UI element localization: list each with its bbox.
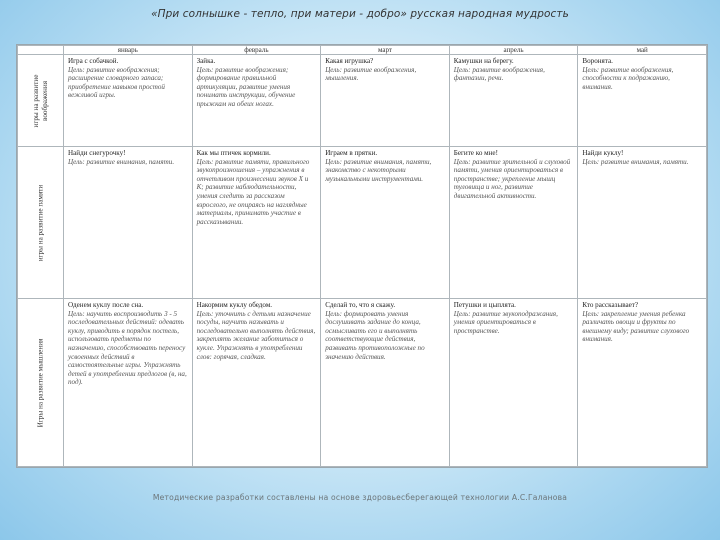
month-header-row [18, 46, 707, 55]
game-cell: Бегите ко мне! Цель: развитие зрительной и слуховой памяти, умения ориентироваться в пространстве; укрепление мышц туловища и ног, развитие двигательной активности. [449, 147, 578, 299]
game-cell: Найди снегурочку! Цель: развитие внимания, памяти. [64, 147, 193, 299]
table-row-memory [18, 147, 707, 299]
month-header-may: май [578, 46, 707, 55]
game-cell: Воронята. Цель: развитие воображения, способности к подражанию, внимания. [578, 55, 707, 147]
game-cell: Игра с собачкой. Цель: развитие воображения; расширение словарного запаса; приобретение навыков простой вежливой игры. [64, 55, 193, 147]
game-cell: Как мы птичек кормили. Цель: развитие памяти, правильного звукопроизношения – упражнения в отчетливом произнесении звуков Х и К; развитие наблюдательности, умения следить за рассказом взрослого, не опираясь на наглядные материалы, принимать участие в рассказывании. [192, 147, 321, 299]
game-cell: Кто рассказывает? Цель: закрепление умения ребенка различать овощи и фрукты по внешнему виду; развитие слухового внимания. [578, 299, 707, 467]
game-cell: Камушки на берегу. Цель: развитие воображения, фантазии, речи. [449, 55, 578, 147]
month-header-march: март [321, 46, 450, 55]
footer-note: Методические разработки составлены на основе здоровьесберегающей технологии А.С.Галанова [152, 493, 568, 502]
table-row-imagination [18, 55, 707, 147]
game-cell: Оденем куклу после сна. Цель: научить воспроизводить 3 - 5 последовательных действий: одевать куклу, приводить в порядок постель, использовать предметы по назначению, способствовать переносу усвоенных действий в самостоятельные игры. Упражнять детей в употреблении предлогов (в, на, под). [64, 299, 193, 467]
game-cell: Какая игрушка? Цель: развитие воображения, мышления. [321, 55, 450, 147]
game-cell: Играем в прятки. Цель: развитие внимания, памяти, знакомство с некоторыми музыкальными инструментами. [321, 147, 450, 299]
row-label-thinking: Игры на развитие мышления [18, 299, 64, 467]
game-cell: Петушки и цыплята. Цель: развитие звукоподражания, умения ориентироваться в пространстве. [449, 299, 578, 467]
month-header-february: февраль [192, 46, 321, 55]
motto-heading: «При солнышке - тепло, при матери - добро» русская народная мудрость [151, 8, 569, 20]
month-header-january: январь [64, 46, 193, 55]
corner-cell [18, 46, 64, 55]
row-label-imagination: игры на развитие воображения [18, 55, 64, 147]
game-cell: Сделай то, что я скажу. Цель: формировать умения дослушивать задание до конца, осмысливать его и выполнять соответствующие действия, развивать противоположные по значению действия. [321, 299, 450, 467]
table-row-thinking [18, 299, 707, 467]
game-cell: Зайка. Цель: развитие воображения; формирование правильной артикуляции, развитие умения понимать инструкции, обучение прыжкам на обеих ногах. [192, 55, 321, 147]
row-label-memory: игры на развитие памяти [18, 147, 64, 299]
game-cell: Накормим куклу обедом. Цель: уточнить с детьми назначение посуды, научить называть и последовательно выполнять действия, закреплять желание заботиться о кукле. Упражнять в употреблении слов: горячая, сладкая. [192, 299, 321, 467]
games-plan-table [16, 44, 708, 468]
game-cell: Найди куклу! Цель: развитие внимания, памяти. [578, 147, 707, 299]
month-header-april: апрель [449, 46, 578, 55]
